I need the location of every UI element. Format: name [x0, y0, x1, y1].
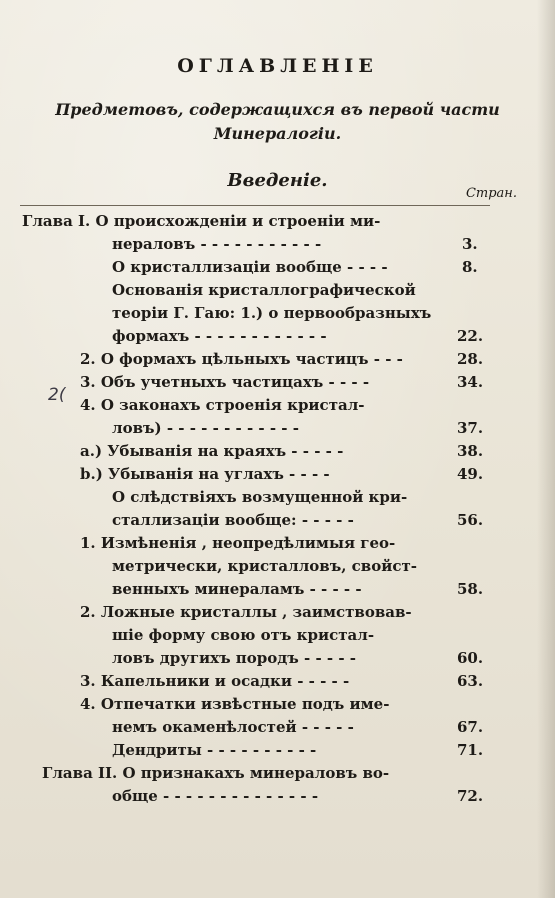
- toc-page-number: 67.: [457, 718, 484, 736]
- toc-page-number: 3.: [462, 235, 478, 253]
- toc-entry: a.) Убыванія на краяхъ - - - - -: [80, 442, 344, 460]
- toc-entry: О слѣдствіяхъ возмущенной кри-: [112, 488, 408, 506]
- toc-page-number: 8.: [462, 258, 478, 276]
- toc-entry: немъ окаменѣлостей - - - - -: [112, 718, 354, 736]
- toc-entry: 4. Отпечатки извѣстные подъ име-: [80, 695, 390, 713]
- toc-entry: ловъ другихъ породъ - - - - -: [112, 649, 357, 667]
- toc-page-number: 63.: [457, 672, 484, 690]
- toc-entry: 3. Капельники и осадки - - - - -: [80, 672, 350, 690]
- toc-page-number: 34.: [457, 373, 484, 391]
- toc-entry: b.) Убыванія на углахъ - - - -: [80, 465, 330, 483]
- toc-page-number: 22.: [457, 327, 484, 345]
- toc-entry: Глава I. О происхожденіи и строеніи ми-: [22, 212, 381, 230]
- toc-entry: формахъ - - - - - - - - - - - -: [112, 327, 327, 345]
- toc-entry: Дендриты - - - - - - - - - -: [112, 741, 317, 759]
- toc-entry: нераловъ - - - - - - - - - - -: [112, 235, 322, 253]
- toc-entry: 3. Объ учетныхъ частицахъ - - - -: [80, 373, 370, 391]
- handwritten-note: 2(: [48, 385, 66, 405]
- toc-page-number: 38.: [457, 442, 484, 460]
- page-column-label: Стран.: [465, 186, 517, 201]
- toc-page-number: 37.: [457, 419, 484, 437]
- toc-entry: 2. Ложные кристаллы , заимствовав-: [80, 603, 412, 621]
- toc-entry: 2. О формахъ цѣльныхъ частицъ - - -: [80, 350, 403, 368]
- toc-entry: Глава II. О признакахъ минераловъ во-: [42, 764, 390, 782]
- toc-entry: ловъ) - - - - - - - - - - - -: [112, 419, 299, 437]
- toc-entry: обще - - - - - - - - - - - - - -: [112, 787, 319, 805]
- toc-entry: 4. О законахъ строенія кристал-: [80, 396, 365, 414]
- toc-page-number: 49.: [457, 465, 484, 483]
- toc-page-number: 71.: [457, 741, 484, 759]
- toc-entry: 1. Измѣненія , неопредѣлимыя гео-: [80, 534, 396, 552]
- toc-entry: теоріи Г. Гаю: 1.) о первообразныхъ: [112, 304, 432, 322]
- toc-page-number: 56.: [457, 511, 484, 529]
- subtitle-line-1: Предметовъ, содержащихся въ первой части: [55, 100, 500, 119]
- page-title: ОГЛАВЛЕНІЕ: [177, 55, 378, 77]
- toc-entry: венныхъ минераламъ - - - - -: [112, 580, 362, 598]
- toc-entry: шіе форму свою отъ кристал-: [112, 626, 375, 644]
- toc-page-number: 60.: [457, 649, 484, 667]
- toc-page-number: 72.: [457, 787, 484, 805]
- section-title: Введеніе.: [227, 170, 328, 191]
- toc-page-number: 58.: [457, 580, 484, 598]
- toc-entry: Основанія кристаллографической: [112, 281, 416, 299]
- toc-entry: метрически, кристалловъ, свойст-: [112, 557, 418, 575]
- toc-entry: О кристаллизаціи вообще - - - -: [112, 258, 388, 276]
- subtitle-line-2: Минералогіи.: [213, 124, 342, 143]
- toc-entry: сталлизаціи вообще: - - - - -: [112, 511, 354, 529]
- toc-page-number: 28.: [457, 350, 484, 368]
